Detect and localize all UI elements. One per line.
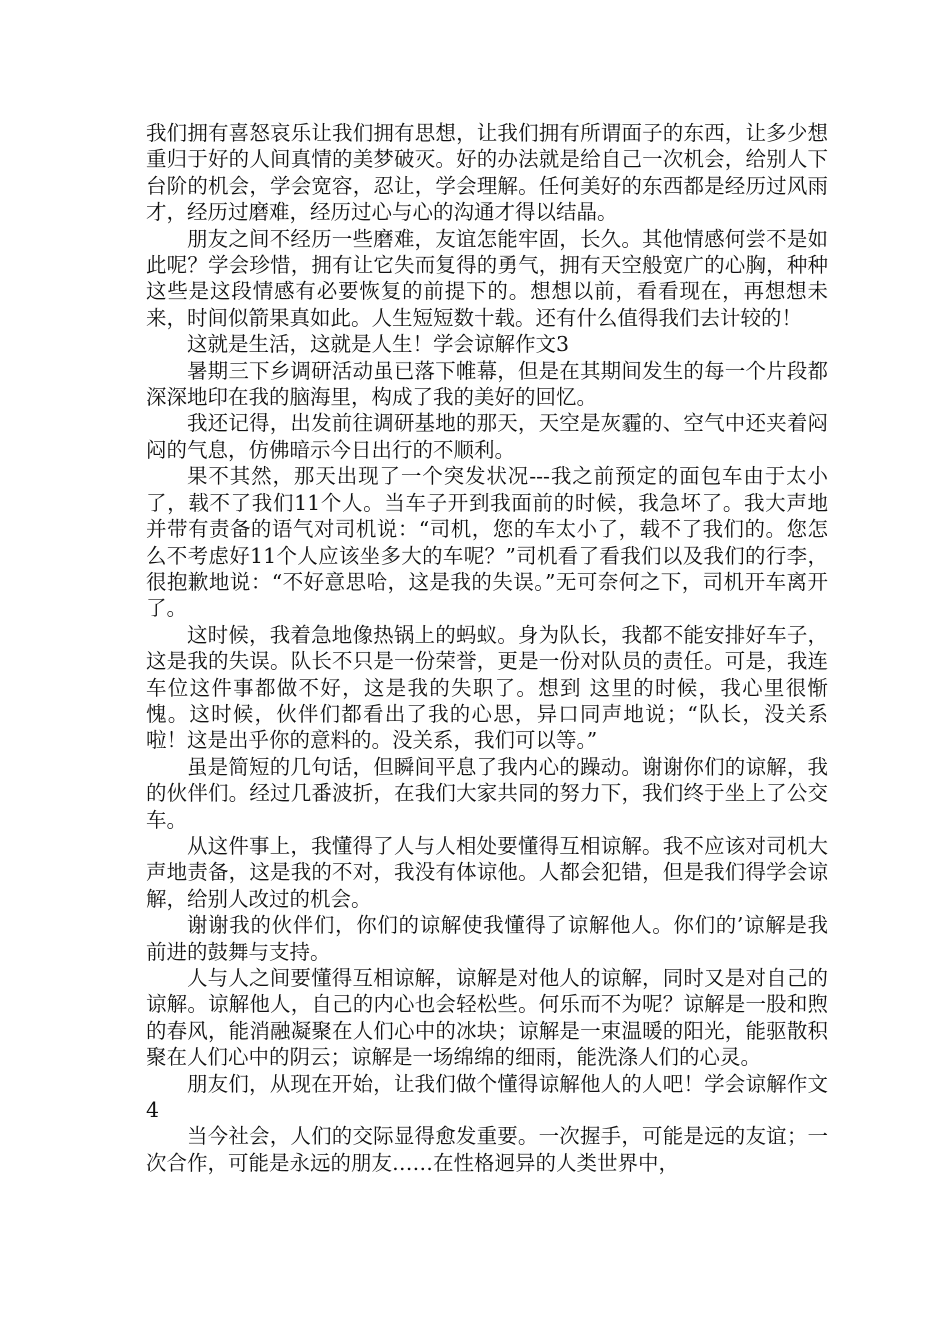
paragraph-2: 朋友之间不经历一些磨难，友谊怎能牢固，长久。其他情感何尝不是如此呢？学会珍惜，拥有让它失而复得的勇气，拥有天空般宽广的心胸，种种这些是这段情感有必要恢复的前提下的。想想以前，看看现在，再想想未来，时间似箭果真如此。人生短短数十载。还有什么值得我们去计较的！ <box>146 226 828 330</box>
paragraph-12: 当今社会，人们的交际显得愈发重要。一次握手，可能是远的友谊；一次合作，可能是永远的朋友……在性格迥异的人类世界中， <box>146 1124 828 1175</box>
paragraph-4: 我还记得，出发前往调研基地的那天，天空是灰霾的、空气中还夹着闷闷的气息，仿佛暗示今日出行的不顺利。 <box>146 411 828 462</box>
paragraph-9: 谢谢我的伙伴们，你们的谅解使我懂得了谅解他人。你们的’谅解是我前进的鼓舞与支持。 <box>146 913 828 964</box>
paragraph-11: 朋友们，从现在开始，让我们做个懂得谅解他人的人吧！学会谅解作文4 <box>146 1071 828 1123</box>
paragraph-1: 我们拥有喜怒哀乐让我们拥有思想，让我们拥有所谓面子的东西，让多少想重归于好的人间真情的美梦破灭。好的办法就是给自己一次机会，给别人下台阶的机会，学会宽容，忍让，学会理解。任何美好的东西都是经历过风雨才，经历过磨难，经历过心与心的沟通才得以结晶。 <box>146 121 828 225</box>
paragraph-6: 这时候，我着急地像热锅上的蚂蚁。身为队长，我都不能安排好车子，这是我的失误。队长不只是一份荣誉，更是一份对队员的责任。可是，我连车位这件事都做不好，这是我的失职了。想到 这里的时候，我心里很惭愧。这时候，伙伴们都看出了我的心思，异口同声地说；“队长，没关系啦！这是出乎你的意料的。没关系，我们可以等。” <box>146 622 828 753</box>
section-heading-essay-3: 这就是生活，这就是人生！学会谅解作文3 <box>187 332 570 357</box>
paragraph-3: 暑期三下乡调研活动虽已落下帷幕，但是在其期间发生的每一个片段都深深地印在我的脑海里，构成了我的美好的回忆。 <box>146 358 828 410</box>
paragraph-8: 从这件事上，我懂得了人与人相处要懂得互相谅解。我不应该对司机大声地责备，这是我的不对，我没有体谅他。人都会犯错，但是我们得学会谅解，给别人改过的机会。 <box>146 833 828 911</box>
document-body <box>146 120 828 1176</box>
paragraph-10: 人与人之间要懂得互相谅解，谅解是对他人的谅解，同时又是对自己的谅解。谅解他人，自己的内心也会轻松些。何乐而不为呢？谅解是一股和煦的春风，能消融凝聚在人们心中的冰块；谅解是一束温暖的阳光，能驱散积聚在人们心中的阴云；谅解是一场绵绵的细雨，能洗涤人们的心灵。 <box>146 966 828 1070</box>
paragraph-5: 果不其然，那天出现了一个突发状况---我之前预定的面包车由于太小了，载不了我们11个人。当车子开到我面前的时候，我急坏了。我大声地并带有责备的语气对司机说：“司机，您的车太小了，载不了我们的。您怎么不考虑好11个人应该坐多大的车呢？”司机看了看我们以及我们的行李，很抱歉地说：“不好意思哈，这是我的失误。”无可奈何之下，司机开车离开了。 <box>146 464 828 621</box>
paragraph-7: 虽是简短的几句话，但瞬间平息了我内心的躁动。谢谢你们的谅解，我的伙伴们。经过几番波折，在我们大家共同的努力下，我们终于坐上了公交车。 <box>146 754 828 832</box>
